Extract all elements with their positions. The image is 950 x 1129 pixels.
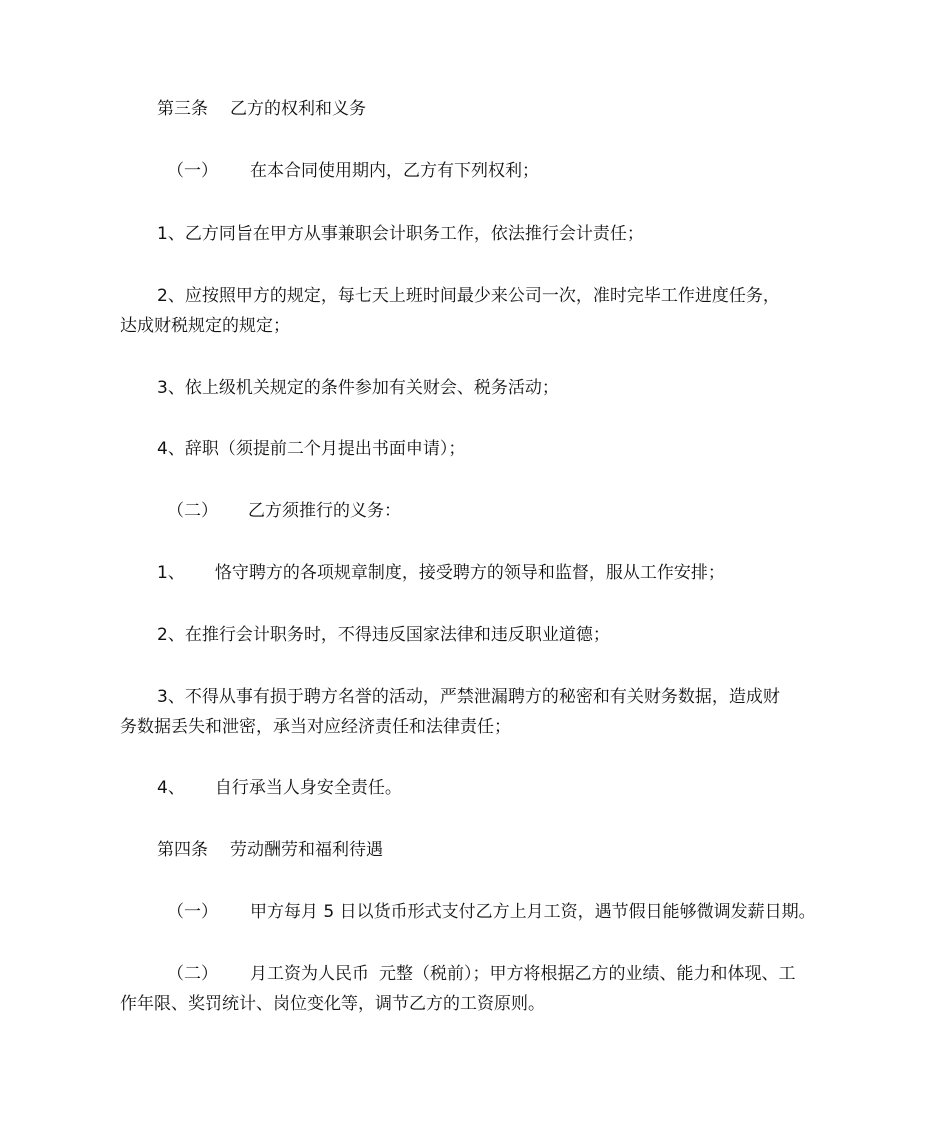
pay-item-1-text: 甲方每月 5 日以货币形式支付乙方上月工资，遇节假日能够微调发薪日期。	[250, 902, 816, 922]
pay-item-2-text-a: 月工资为人民币	[250, 964, 369, 984]
duties-item-3: 3、不得从事有损于聘方名誉的活动，严禁泄漏聘方的秘密和有关财务数据，造成财 务数据丢失和泄密，承当对应经济责任和法律责任；	[120, 687, 780, 737]
article-3-heading	[120, 94, 832, 124]
duties-item-4-text: 自行承当人身安全责任。	[214, 778, 402, 798]
pay-item-1	[120, 897, 832, 927]
duties-heading	[120, 496, 832, 526]
rights-item-4: 4、辞职（须提前二个月提出书面申请）；	[157, 439, 466, 459]
rights-item-1: 1、乙方同旨在甲方从事兼职会计职务工作，依法推行会计责任；	[157, 224, 644, 244]
rights-heading	[120, 156, 832, 186]
duties-item-2: 2、在推行会计职务时，不得违反国家法律和违反职业道德；	[157, 625, 610, 645]
pay-item-2-text-b: 元整（税前）；甲方将根据乙方的业绩、能力和体现、工	[379, 964, 796, 984]
duties-item-1-text: 恪守聘方的各项规章制度，接受聘方的领导和监督，服从工作安排；	[214, 563, 725, 583]
duties-text: 乙方须推行的义务：	[248, 501, 401, 521]
pay-item-1-label: （一）	[167, 902, 218, 922]
rights-text: 在本合同使用期内，乙方有下列权利；	[250, 161, 539, 181]
article-4-heading	[120, 835, 832, 865]
rights-item-3: 3、依上级机关规定的条件参加有关财会、税务活动；	[157, 378, 559, 398]
article-4-label: 第四条	[157, 840, 208, 860]
duties-item-1	[120, 558, 832, 588]
duties-item-4	[120, 773, 832, 803]
duties-item-1-num: 1、	[157, 563, 185, 583]
duties-label: （二）	[167, 501, 218, 521]
rights-item-2: 2、应按照甲方的规定，每七天上班时间最少来公司一次，准时完毕工作进度任务， 达成财税规定的规定；	[120, 286, 780, 336]
article-4-title: 劳动酬劳和福利待遇	[230, 840, 383, 860]
article-3-title: 乙方的权利和义务	[230, 99, 366, 119]
article-3-label: 第三条	[157, 99, 208, 119]
pay-item-2-line-2: 作年限、奖罚统计、岗位变化等，调节乙方的工资原则。	[120, 994, 545, 1014]
duties-item-4-num: 4、	[157, 778, 185, 798]
pay-item-2	[120, 959, 832, 1019]
rights-label: （一）	[167, 161, 218, 181]
pay-item-2-label: （二）	[167, 964, 218, 984]
